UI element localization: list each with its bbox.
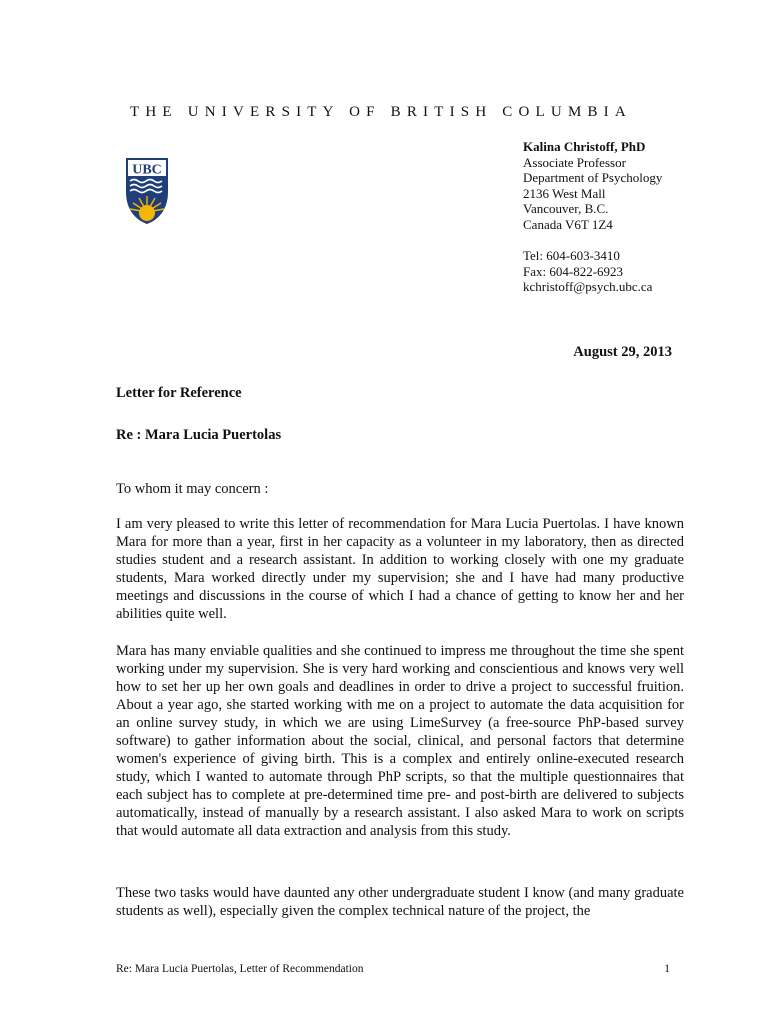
- ubc-crest-logo: [124, 156, 170, 226]
- contact-department: Department of Psychology: [523, 170, 663, 185]
- body-paragraph-3: These two tasks would have daunted any other undergraduate student I know (and many graduate students as well), especially given the complex technical nature of the project, the: [116, 885, 684, 919]
- contact-fax: Fax: 604-822-6923: [523, 263, 624, 279]
- contact-country: Canada V6T 1Z4: [523, 216, 613, 232]
- contact-name: Kalina Christoff, PhD: [523, 139, 646, 154]
- body-paragraph-1: I am very pleased to write this letter of recommendation for Mara Lucia Puertolas. I have known Mara for more than a year, first in her capacity as a volunteer in my laboratory, then as directed studies student and a research assistant. In addition to working closely with one my graduate students, Mara worked directly under my supervision; she and I have had many productive meetings and discussions in the course of which I had a chance of getting to know her and her abilities quite well.: [116, 516, 684, 622]
- contact-spacer: [523, 232, 753, 248]
- logo-lettering: UBC: [132, 162, 162, 178]
- contact-city: Vancouver, B.C.: [523, 201, 609, 216]
- contact-street: 2136 West Mall: [523, 185, 606, 201]
- contact-block: [523, 139, 753, 295]
- body-paragraph-2: Mara has many enviable qualities and she continued to impress me throughout the time she spent working under my supervision. She is very hard working and conscientious and knows very well how to set her up her own goals and deadlines in order to drive a project to successful fruition. About a year ago, she started working with me on a project to automate the data acquisition for an online survey study, in which we are using LimeSurvey (a free-source PhP-based survey software) to gather information about the social, clinical, and personal factors that determine women's experience of giving birth. This is a complex and entirely online-executed research study, which I wanted to automate through PhP scripts, so that the multiple questionnaires that each subject has to complete at pre-determined time pre- and post-birth are delivered to subjects automatically, instead of manually by a research assistant. I also asked Mara to work on scripts that would automate all data extraction and analysis from this study.: [116, 643, 684, 839]
- letter-subject: Re : Mara Lucia Puertolas: [116, 427, 282, 443]
- contact-email: kchristoff@psych.ubc.ca: [523, 279, 653, 294]
- salutation: To whom it may concern :: [116, 481, 269, 497]
- letter-date: August 29, 2013: [573, 344, 672, 360]
- contact-title: Associate Professor: [523, 154, 626, 170]
- footer-text: Re: Mara Lucia Puertolas, Letter of Recommendation: [116, 963, 364, 975]
- page-number: 1: [664, 963, 670, 975]
- letter-heading: Letter for Reference: [116, 385, 242, 401]
- contact-tel: Tel: 604-603-3410: [523, 248, 620, 263]
- university-title: THE UNIVERSITY OF BRITISH COLUMBIA: [130, 104, 632, 120]
